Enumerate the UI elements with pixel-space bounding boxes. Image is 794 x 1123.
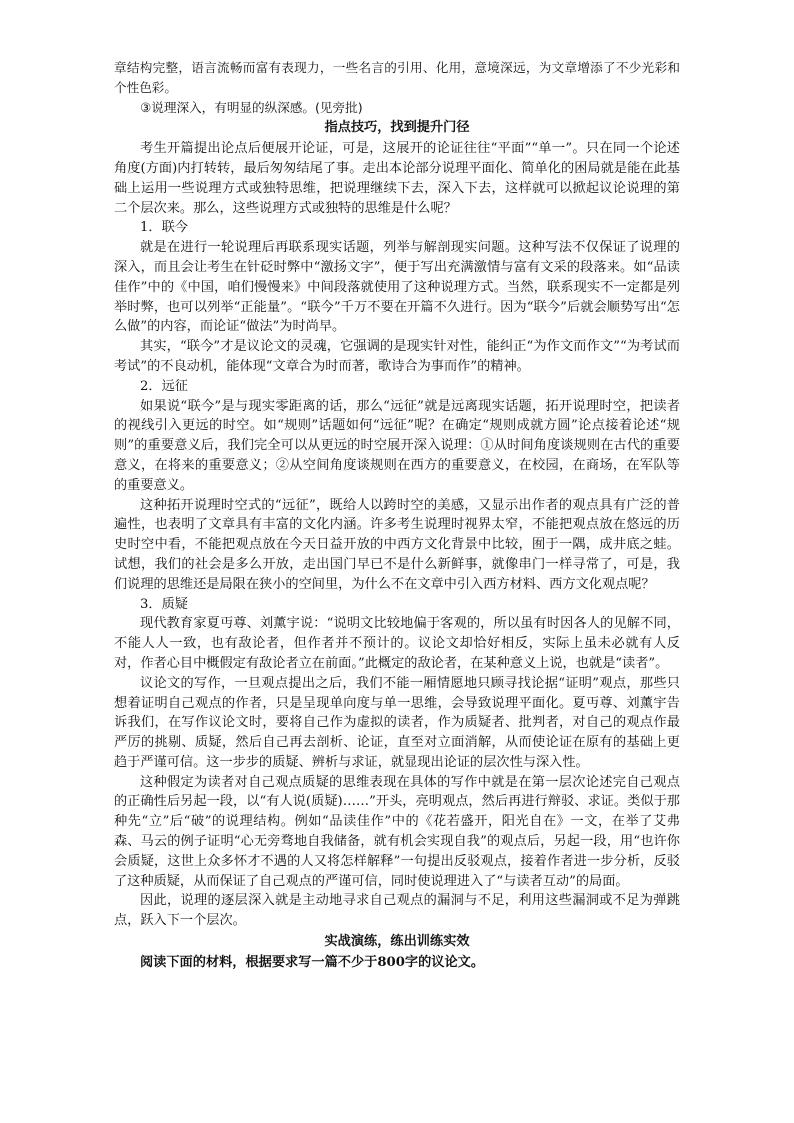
heading-link-present: 1．联今: [140, 220, 188, 236]
intro-paragraph: 章结构完整，语言流畅而富有表现力，一些名言的引用、化用，意境深远，为文章增添了不少光彩和个性色彩。: [114, 60, 680, 95]
paragraph-questioning-c: 这种假定为读者对自己观点质疑的思维表现在具体的写作中就是在第一层次论述完自己观点的正确性后另起一段，以“有人说(质疑)……”开头，亮明观点，然后再进行辩驳、求证。类似于那种先“立”后“破”的说理结构。例如“品读佳作”中的《花若盛开，阳光自在》一文，在举了艾弗森、马云的例子证明“心无旁骛地自我储备，就有机会实现自我”的观点后，另起一段，用“也许你会质疑，这世上众多怀才不遇的人又将怎样解释”一句提出反驳观点，接着作者进一步分析，反驳了这种质疑，从而保证了自己观点的严谨可信，同时使说理进入了“与读者互动”的局面。: [114, 774, 680, 889]
paragraph-link-present-a: 就是在进行一轮说理后再联系现实话题，列举与解剖现实问题。这种写法不仅保证了说理的深入，而且会让考生在针砭时弊中“激扬文字”，便于写出充满激情与富有文采的段落来。如“品读佳作”中的《中国，咱们慢慢来》中间段落就使用了这种说理方式。当然，联系现实不一定都是列举时弊，也可以列举“正能量”。“联今”千万不要在开篇不久进行。因为“联今”后就会顺势写出“怎么做”的内容，而论证“做法”为时尚早。: [114, 240, 680, 335]
paragraph-questioning-a: 现代教育家夏丏尊、刘薰宇说：“说明文比较地偏于客观的，所以虽有时因各人的见解不同，不能人人一致，也有敌论者，但作者并不预计的。议论文却恰好相反，实际上虽未必就有人反对，作者心目中概假定有敌论者立在前面。”此概定的敌论者，在某种意义上说，也就是“读者”。: [114, 616, 680, 671]
intro-point-3: ③说理深入，有明显的纵深感。(见旁批): [140, 99, 363, 115]
paragraph-questioning-b: 议论文的写作，一旦观点提出之后，我们不能一厢情愿地只顾寻找论据“证明”观点，那些只想着证明自己观点的作者，只是呈现单向度与单一思维，会导致说理平面化。夏丏尊、刘薰宇告诉我们，在写作议论文时，要将自己作为虚拟的读者，作为质疑者、批判者，对自己的观点作最严厉的挑剔、质疑，然后自己再去剖析、论证，直至对立面消解，从而使论证在原有的基础上更趋于严谨可信。这一步步的质疑、辨析与求证，就显现出论证的层次性与深入性。: [114, 675, 680, 770]
document-page: [114, 58, 680, 973]
section-title-techniques: 指点技巧，找到提升门径: [324, 120, 470, 136]
heading-expedition: 2．远征: [140, 378, 188, 394]
section-title-practice: 实战演练，练出训练实效: [324, 934, 470, 950]
paragraph-expedition-b: 这种拓开说理时空式的“远征”，既给人以跨时空的美感，又显示出作者的观点具有广泛的普遍性，也表明了文章具有丰富的文化内涵。许多考生说理时视界太窄，不能把观点放在悠远的历史时空中看，不能把观点放在今天日益开放的中西方文化背景中比较，囿于一隅，成井底之蛙。试想，我们的社会是多么开放，走出国门早已不是什么新鲜事，就像串门一样寻常了，可是，我们说理的思维还是局限在狭小的空间里，为什么不在文章中引入西方材料、西方文化观点呢？: [114, 497, 680, 592]
paragraph-questioning-d: 因此，说理的逐层深入就是主动地寻求自己观点的漏洞与不足，利用这些漏洞或不足为弹跳点，跃入下一个层次。: [114, 893, 680, 929]
paragraph-expedition-a: 如果说“联今”是与现实零距离的话，那么“远征”就是远离现实话题，拓开说理时空，把读者的视线引入更远的时空。如“规则”话题如何“远征”呢？在确定“规则成就方圆”论点接着论述“规则”的重要意义后，我们完全可以从更远的时空展开深入说理：①从时间角度谈规则在古代的重要意义，在将来的重要意义；②从空间角度谈规则在西方的重要意义，在校园，在商场，在军队等的重要意义。: [114, 398, 680, 493]
practice-instruction: 阅读下面的材料，根据要求写一篇不少于800字的议论文。: [140, 954, 485, 970]
techniques-intro: 考生开篇提出论点后便展开论证，可是，这展开的论证往往“平面”“单一”。只在同一个论述角度(方面)内打转转，最后匆匆结尾了事。走出本论部分说理平面化、简单化的困局就是能在此基础上运用一些说理方式或独特思维，把说理继续下去，深入下去，这样就可以掀起议论说理的第二个层次来。那么，这些说理方式或独特的思维是什么呢？: [114, 141, 680, 216]
heading-questioning: 3．质疑: [140, 596, 188, 612]
paragraph-link-present-b: 其实，“联今”才是议论文的灵魂，它强调的是现实针对性，能纠正“为作文而作文”“为考试而考试”的不良动机，能体现“文章合为时而著，歌诗合为事而作”的精神。: [114, 339, 680, 374]
